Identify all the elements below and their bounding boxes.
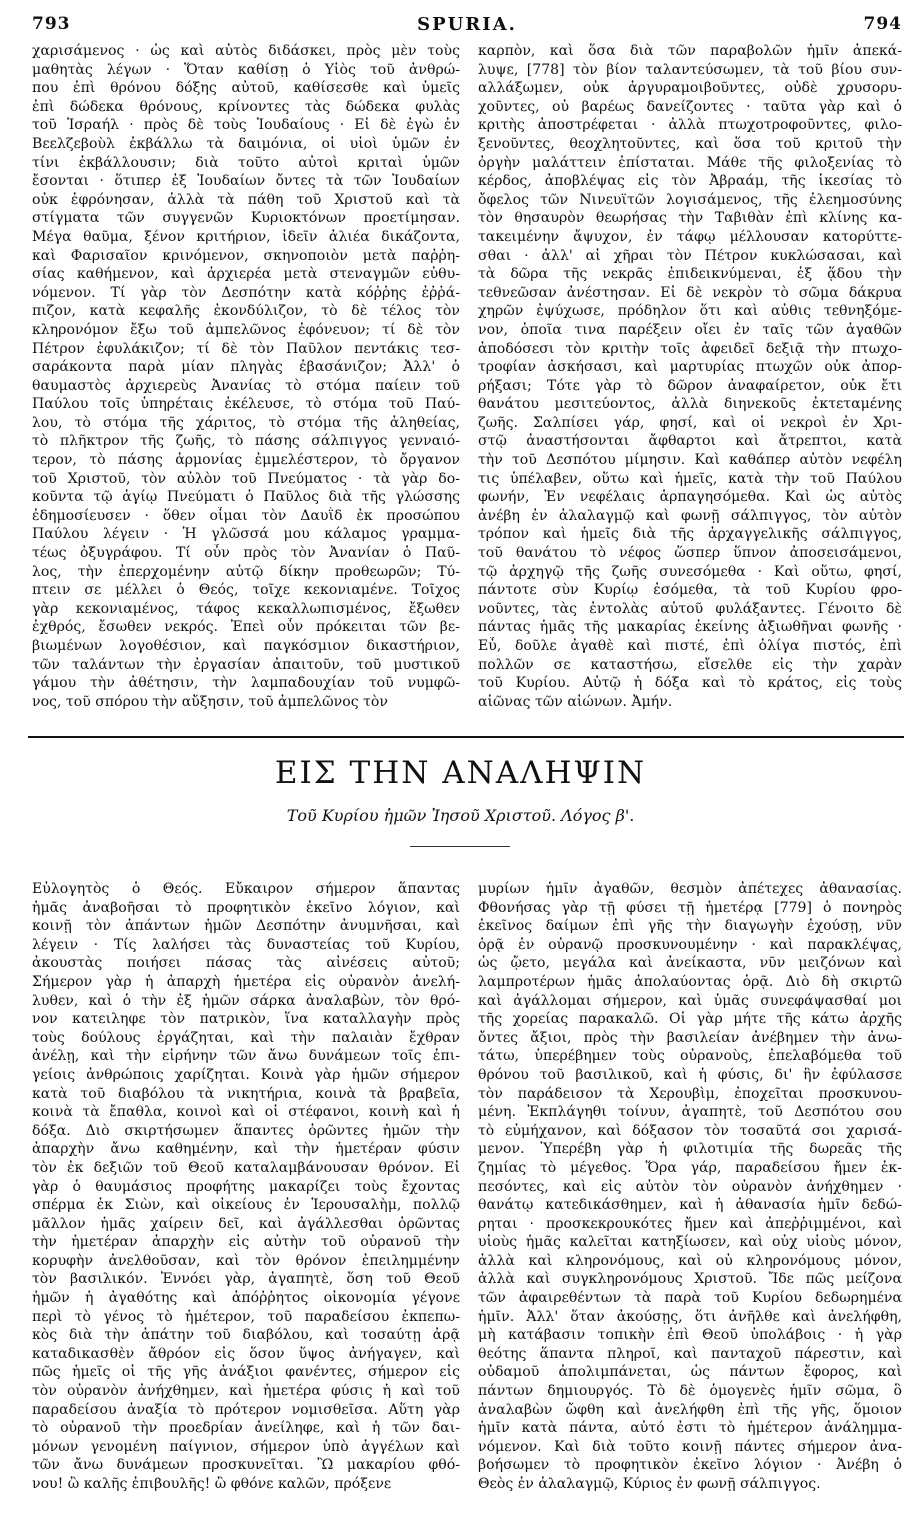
section-title: ΕΙΣ ΤΗΝ ΑΝΑΛΗΨΙΝ: [274, 755, 647, 791]
text-line: τοῦ Ἰσραήλ · πρὸς δὲ τοὺς Ἰουδαίους · Εἰ δὲ ἐγὼ ἐν: [32, 117, 460, 134]
text-line: πάντων δημιουργός. Τὸ δὲ ὁμογενὲς ἡμῖν σῶμα, ὃ: [478, 1383, 902, 1400]
text-line: ὁρᾷ ἐν οὐρανῷ προσκυνουμένην · καὶ παρακλέψας,: [478, 936, 902, 953]
text-line: σίας καθήμενον, καὶ ἀρχιερέα μετὰ στεναγμῶν εὐθυ-: [32, 266, 460, 283]
text-line: ὀργὴν μαλάττειν ἐπίσταται. Μάθε τῆς φιλοξενίας τὸ: [478, 154, 902, 171]
text-line: πάντας ἡμᾶς τῆς μακαρίας ἐκείνης ἀξιωθῆναι φωνῆς ·: [478, 619, 902, 636]
text-line: αλλάξωμεν, οὐκ ἀργυραμοιβοῦντες, οὐδὲ χρυσορυ-: [478, 80, 902, 97]
text-line: θεότης ἅπαντα πληροῖ, καὶ πανταχοῦ πάρεστιν, καὶ: [478, 1345, 902, 1362]
text-line: τῶν ἀφαιρεθέντων τὰ παρὰ τοῦ Κυρίου δεδωρημένα: [478, 1290, 902, 1307]
text-line: μενον. Ὑπερέβη γὰρ ἡ φιλοτιμία τῆς δωρεᾶς τῆς: [478, 1141, 902, 1158]
text-line: Παύλου τοῖς ὑπηρέταις ἐκέλευσε, τὸ στόμα τοῦ Παύ-: [32, 396, 460, 413]
text-line: οὐδαμοῦ ἀπολιμπάνεται, ὡς πάντων ἔφορος, καὶ: [478, 1364, 902, 1381]
text-line: τέως ὀξυγράφου. Τί οὖν πρὸς τὸν Ἀνανίαν ὁ Παῦ-: [32, 545, 460, 562]
text-line: πάντοτε σὺν Κυρίῳ ἐσόμεθα, τὰ τοῦ Κυρίου φρο-: [478, 582, 902, 599]
text-line: Μέγα θαῦμα, ξένον κριτήριον, ἰδεῖν ἀλιέα δικάζοντα,: [32, 228, 460, 245]
text-line: ἀκουστὰς ποιήσει πάσας τὰς αἰνέσεις αὐτοῦ;: [32, 955, 460, 972]
text-line: ρήξασι; Τότε γὰρ τὸ δῶρον ἀναφαίρετον, οὐκ ἔτι: [478, 377, 902, 394]
text-line: νου! ὢ καλῆς ἐπιβουλῆς! ὢ φθόνε καλῶν, πρόξενε: [32, 1476, 392, 1492]
text-line: τὸ εὐμήχανον, καὶ δόξασον τὸν τοσαῦτά σοι χαρισά-: [478, 1122, 902, 1139]
text-line: γὰρ ὁ θαυμάσιος προφήτης μακαρίζει τοὺς ἔχοντας: [32, 1178, 460, 1195]
page-number-left: 793: [32, 14, 71, 34]
text-line: νόμενον. Καὶ διὰ τοῦτο κοινῇ πάντες σήμερον ἀνα-: [478, 1438, 902, 1455]
text-line: ἐκεῖνος δαίμων ἐπὶ γῆς τὴν διαγωγὴν ἐχούσῃ, νῦν: [478, 918, 902, 935]
text-line: ἀνέβη ἐν ἀλαλαγμῷ καὶ φωνῇ σάλπιγγος, τὸν αὐτὸν: [478, 507, 902, 524]
text-line: τὴν τοῦ Δεσπότου μίμησιν. Καὶ καθάπερ αὐτὸν νεφέλη: [478, 452, 902, 469]
text-line: Πέτρον ἐφυλάκιζον; τί δὲ τὸν Παῦλον πεντάκις τεσ-: [32, 340, 460, 357]
section-divider: [28, 736, 904, 738]
text-line: μυρίων ἡμῖν ἀγαθῶν, θεσμὸν ἀπέτεχες ἀθανασίας.: [478, 881, 902, 897]
text-line: καὶ Φαρισαῖον κρινόμενον, σκηνοποιὸν μετὰ παῤῥη-: [32, 247, 460, 264]
text-line: ἀλλὰ καὶ κληρονόμους, καὶ οὐ κληρονόμους μόνον,: [478, 1252, 902, 1269]
text-line: καταδικασθὲν ἄθρόον εἰς ὅσον ὕψος ἀνήγαγεν, καὶ: [32, 1345, 460, 1362]
text-line: νος, τοῦ σπόρου τὴν αὔξησιν, τοῦ ἀμπελῶνος τὸν: [32, 693, 388, 710]
text-line: τροφίαν ἀσκήσασι, καὶ μαρτυρίας πτωχῶν οὐκ ἀπορ-: [478, 359, 902, 376]
text-line: μὴ κατάβασιν τοπικὴν ἐπὶ Θεοῦ ὑπολάβοις · ἡ γὰρ: [478, 1327, 902, 1344]
text-line: ζημίας τὸ μέγεθος. Ὅρα γάρ, παραδείσου ἤμεν ἐκ-: [478, 1159, 902, 1176]
text-line: Εὖ, δοῦλε ἀγαθὲ καὶ πιστέ, ἐπὶ ὀλίγα πιστός, ἐπὶ: [478, 638, 902, 654]
text-line: σαράκοντα παρὰ μίαν πληγὰς ἐβασάνιζον; Ἀλλ' ὁ: [32, 359, 460, 376]
text-line: Σήμερον γὰρ ἡ ἀπαρχὴ ἡμετέρα εἰς οὐρανὸν ἀνελή-: [32, 973, 460, 990]
text-line: γείοις ἀνθρώποις χαρίζηται. Κοινὰ γὰρ ἡμῶν σήμερον: [32, 1066, 460, 1083]
text-line: τεθνεῶσαν ἀνέστησαν. Εἰ δὲ νεκρὸν τὸ σῶμα δάκρυα: [478, 284, 902, 301]
text-line: κοινὰ τὰ ἔπαθλα, κοινοὶ καὶ οἱ στέφανοι, κοινὴ καὶ ἡ: [32, 1104, 460, 1121]
text-line: τὸν θησαυρὸν θεωρήσας τὴν Ταβιθὰν ἐπὶ κλίνης κα-: [478, 210, 902, 227]
text-line: τῶν ταλάντων τὴν ἐργασίαν ἀπαιτοῦν, τοῦ μυστικοῦ: [32, 656, 460, 673]
text-line: τάτω, ὑπερέβημεν τοὺς οὐρανοὺς, ἐπελαβόμεθα τοῦ: [478, 1048, 902, 1065]
text-line: λος, τὴν ἐπερχομένην αὐτῷ δίκην προθεωρῶν; Τύ-: [32, 563, 460, 580]
lower-right-column: [478, 880, 902, 1494]
text-line: τίνι ἐκβάλλουσιν; διὰ τοῦτο αὐτοὶ κριταὶ ὑμῶν: [32, 154, 460, 171]
text-line: που ἐπὶ θρόνου δόξης αὐτοῦ, καθίσεσθε καὶ ὑμεῖς: [32, 80, 460, 97]
text-line: κορυφὴν ἀνελθοῦσαν, καὶ τὸν θρόνον ἐπειλημμένην: [32, 1252, 460, 1269]
running-title: SPURIA.: [417, 14, 517, 35]
text-line: τις ὑπέλαβεν, οὕτω καὶ ἡμεῖς, κατὰ τὴν τοῦ Παύλου: [478, 470, 902, 487]
text-line: θανάτῳ κατεδικάσθημεν, καὶ ἡ ἀθανασία ἡμῖν δεδώ-: [478, 1197, 902, 1214]
text-line: τὸ πλῆκτρον τῆς ζωῆς, τὸ πάσης σάλπιγγος γενναιό-: [32, 433, 460, 450]
text-line: περὶ τὸ γένος τὸ ἡμέτερον, τοῦ παραδείσου ἐκπεπω-: [32, 1308, 460, 1325]
text-line: τῷ ἀρχηγῷ τῆς ζωῆς συνεσόμεθα · Καὶ οὕτω, φησί,: [478, 563, 902, 580]
text-line: ἀναλαβὼν ὤφθη καὶ ἀνελήφθη ἐπὶ τῆς γῆς, ὅμοιον: [478, 1401, 902, 1418]
text-line: καὶ ἀγάλλομαι σήμερον, καὶ ὑμᾶς συνεφάψασθαί μοι: [478, 992, 902, 1009]
text-line: δόξα. Διὸ σκιρτήσωμεν ἅπαντες ὁρῶντες ἡμῶν τὴν: [32, 1122, 460, 1139]
upper-right-column: [478, 42, 902, 711]
text-line: γάμου τὴν ἀθέτησιν, τὴν λαμπαδουχίαν τοῦ νυμφῶ-: [32, 675, 460, 692]
text-line: νόμενον. Τί γὰρ τὸν Δεσπότην κατὰ κόῤῥης ἐῤῥά-: [32, 284, 460, 301]
text-line: βιωμένων λογοθέσιον, καὶ παγκόσμιον δικαστήριον,: [32, 638, 460, 654]
page-header: [32, 10, 902, 42]
text-line: μόνων γενομένη παίγνιον, σήμερον ὑπὸ ἀγγέλων καὶ: [32, 1438, 460, 1455]
text-line: τὸν ἐκ δεξιῶν τοῦ Θεοῦ καταλαμβάνουσαν θρόνον. Εἰ: [32, 1159, 460, 1176]
text-line: καρπὸν, καὶ ὅσα διὰ τῶν παραβολῶν ἡμῖν ἀπεκά-: [478, 43, 902, 59]
text-line: Φθονήσας γὰρ τῇ φύσει τῇ ἡμετέρᾳ [779] ὁ πονηρὸς: [478, 899, 902, 916]
text-line: φωνήν, Ἐν νεφέλαις ἁρπαγησόμεθα. Καὶ ὡς αὐτὸς: [478, 489, 902, 506]
text-line: ἀποδόσεσι τὸν κριτὴν τοῖς ἀφειδεῖ δεξιᾷ τὴν πτωχο-: [478, 340, 902, 357]
subtitle-rule: [410, 846, 510, 847]
text-line: ρηται · προσκεκρουκότες ἤμεν καὶ ἀπεῤῥιμμένοι, καὶ: [478, 1215, 902, 1232]
text-line: νοῦντες, τὰς ἐντολὰς αὐτοῦ φυλάξαντες. Γένοιτο δὲ: [478, 600, 902, 617]
text-line: βοήσωμεν τὸ προφητικὸν ἐκεῖνο λόγιον · Ἀνέβη ὁ: [478, 1457, 902, 1474]
text-line: τοὺς δούλους ἐργάζηται, καὶ τὴν παλαιὰν ἔχθραν: [32, 1029, 460, 1046]
text-line: θρόνου τοῦ βασιλικοῦ, καὶ ἡ φύσις, δι' ἣν ἐφύλασσε: [478, 1066, 902, 1083]
text-line: Βεελζεβοὺλ ἐκβάλλω τὰ δαιμόνια, οἱ υἱοὶ ὑμῶν ἐν: [32, 135, 460, 152]
text-line: λυθεν, καὶ ὁ τὴν ἐξ ἡμῶν σάρκα ἀναλαβὼν, τὸν θρό-: [32, 992, 460, 1009]
text-line: ὄφελος τῶν Νινευϊτῶν λογισάμενος, τῆς ἐλεημοσύνης: [478, 191, 902, 208]
text-line: κὸς διὰ τὴν ἀπάτην τοῦ διαβόλου, καὶ τοσαύτῃ ἀρᾷ: [32, 1327, 460, 1344]
text-line: αἰῶνας τῶν αἰώνων. Ἀμήν.: [478, 693, 673, 710]
text-line: ἀπαρχὴν ἄνω καθημένην, καὶ τὴν ἡμετέραν φύσιν: [32, 1141, 460, 1158]
text-line: στῷ ἀναστήσονται ἄφθαρτοι καὶ ἄτρεπτοι, κατὰ: [478, 433, 902, 450]
text-line: Θεὸς ἐν ἀλαλαγμῷ, Κύριος ἐν φωνῇ σάλπιγγος.: [478, 1476, 821, 1492]
text-line: πιζον, κατὰ κεφαλῆς ἐκονδύλιζον, τὸ δὲ τέλος τὸν: [32, 303, 460, 320]
text-line: πεσόντες, καὶ εἰς αὐτὸν τὸν οὐρανὸν ἀνήχθημεν ·: [478, 1178, 902, 1195]
text-line: κέρδος, ἀποβλέψας εἰς τὸν Ἀβραάμ, τῆς ἱκεσίας τὸ: [478, 173, 902, 190]
text-line: τῆς χορείας παρακαλῶ. Οἱ γὰρ μήτε τῆς κάτω ἀρχῆς: [478, 1011, 902, 1028]
text-line: κοινῇ τὸν ἁπάντων ἡμῶν Δεσπότην ἀνυμνῆσαι, καὶ: [32, 918, 460, 935]
text-line: θαυμαστὸς ἀρχιερεὺς Ἀνανίας τὸ στόμα παίειν τοῦ: [32, 377, 460, 394]
text-line: στίγματα τῶν συγγενῶν Κυριοκτόνων προετίμησαν.: [32, 210, 460, 227]
text-line: σθαι · ἀλλ' αἱ χῆραι τὸν Πέτρον κυκλώσασαι, καὶ: [478, 247, 902, 264]
text-line: κοῦντα τῷ ἁγίῳ Πνεύματι ὁ Παῦλος διὰ τῆς γλώσσης: [32, 489, 460, 506]
text-line: χαρισάμενος · ὡς καὶ αὐτὸς διδάσκει, πρὸς μὲν τοὺς: [32, 43, 460, 59]
text-line: κατὰ τοῦ διαβόλου τὰ νικητήρια, κοινὰ τὰ βραβεῖα,: [32, 1085, 460, 1102]
text-line: ἐδημοσίευσεν · ὅθεν οἶμαι τὸν Δαυῒδ ἐκ προσώπου: [32, 507, 460, 524]
text-line: ζωῆς. Σαλπίσει γάρ, φησί, καὶ οἱ νεκροὶ ἐν Χρι-: [478, 414, 902, 431]
text-line: τὸ οὐρανοῦ τὴν προεδρίαν ἀνείληφε, καὶ ἡ τῶν δαι-: [32, 1420, 460, 1437]
text-line: τρόπον καὶ ἡμεῖς διὰ τῆς ἀρχαγγελικῆς σάλπιγγος,: [478, 526, 902, 543]
text-line: ἔσονται · ὅτιπερ ἐξ Ἰουδαίων ὄντες τὰ τῶν Ἰουδαίων: [32, 173, 460, 190]
text-line: λαμπροτέρων ἡμᾶς ἀπολαύοντας ὁρᾷ. Διὸ δὴ σκιρτῶ: [478, 973, 902, 990]
text-line: ἀνέλῃ, καὶ τὴν εἰρήνην τῶν ἄνω δυνάμεων τοῖς ἐπι-: [32, 1048, 460, 1065]
text-line: τῶν ἄνω δυνάμεων προσκυνεῖται. Ὢ μακαρίου φθό-: [32, 1457, 460, 1474]
text-line: χηρῶν ἐψύχωσε, πρόδηλον ὅτι καὶ αὐθις τεθνηξόμε-: [478, 303, 902, 320]
text-line: τὸν οὐρανὸν ἀνήχθημεν, καὶ ἡμετέρα φύσις ἡ καὶ τοῦ: [32, 1383, 460, 1400]
text-line: λου, τὸ στόμα τῆς χάριτος, τὸ στόμα τῆς ἀληθείας,: [32, 414, 460, 431]
text-line: κριτὴς ἀποστρέφεται · ἀλλὰ πτωχοτροφοῦντες, φιλο-: [478, 117, 902, 134]
text-line: ὡς ᾤετο, μεγάλα καὶ ἀνείκαστα, νῦν μειζόνων καὶ: [478, 955, 902, 972]
text-line: θανάτου μεσιτεύοντος, ἀλλὰ διηνεκοῦς ἐκτεταμένης: [478, 396, 902, 413]
text-line: τοῦ θανάτου τὸ νέφος ὥσπερ ὕπνον ἀποσεισάμενοι,: [478, 545, 902, 562]
text-line: τὴν ἡμετέραν ἀπαρχὴν εἰς αὐτὴν τοῦ οὐρανοῦ τὴν: [32, 1234, 460, 1251]
text-line: τερον, τὸ πάσης ἁρμονίας ἐμμελέστερον, τὸ ὄργανον: [32, 452, 460, 469]
text-line: λέγειν · Τίς λαλήσει τὰς δυναστείας τοῦ Κυρίου,: [32, 936, 460, 953]
text-line: ἐπὶ δώδεκα θρόνους, κρίνοντες τὰς δώδεκα φυλὰς: [32, 98, 460, 115]
text-line: τοῦ Κυρίου. Αὐτῷ ἡ δόξα καὶ τὸ κράτος, εἰς τοὺς: [478, 675, 902, 692]
text-line: χοῦντες, οὐ βαρέως δανείζοντες · ταῦτα γὰρ καὶ ὁ: [478, 98, 902, 115]
text-line: υἱοὺς ἡμᾶς καλεῖται κατηξίωσεν, καὶ οὐχ υἱοὺς μόνον,: [478, 1234, 902, 1251]
text-line: λυψε, [778] τὸν βίον ταλαντεύσωμεν, τὰ τοῦ βίου συν-: [478, 61, 902, 78]
text-line: τακειμένην ἄψυχον, ἐν τάφῳ μέλλουσαν κατορύττε-: [478, 228, 902, 245]
text-line: Παύλου λέγειν · Ἡ γλῶσσά μου κάλαμος γραμμα-: [32, 526, 460, 543]
text-line: πτειν σε μέλλει ὁ Θεός, τοῖχε κεκονιαμένε. Τοῖχος: [32, 582, 460, 599]
text-line: κληρονόμον ἔξω τοῦ ἀμπελῶνος ἐφόνευον; τί δὲ τὸν: [32, 321, 460, 338]
text-line: τὸν παράδεισον τὰ Χερουβὶμ, ἐποχεῖται προσκυνου-: [478, 1085, 902, 1102]
text-line: ξενοῦντες, θεοχλητοῦντες, καὶ ὅσα τοῦ κριτοῦ τὴν: [478, 135, 902, 152]
text-line: ἡμῖν κατὰ πάντα, αὐτό ἐστι τὸ ἡμέτερον ἀνάλημμα-: [478, 1420, 902, 1437]
text-line: τοῦ Χριστοῦ, τὸν αὐλὸν τοῦ Πνεύματος · τὰ γὰρ δο-: [32, 470, 460, 487]
upper-left-column: [32, 42, 460, 711]
text-line: μαθητὰς λέγων · Ὅταν καθίσῃ ὁ Υἱὸς τοῦ ἀνθρώ-: [32, 61, 460, 78]
text-line: νον κατειληφε τὸν πατρικὸν, ἵνα καταλλαγὴν πρὸς: [32, 1011, 460, 1028]
text-line: σπέρμα ἐκ Σιὼν, καὶ οἰκείους ἐν Ἱερουσαλὴμ, πολλῷ: [32, 1197, 460, 1214]
text-line: ἀλλὰ καὶ συγκληρονόμους Χριστοῦ. Ἴδε πῶς μείζονα: [478, 1271, 902, 1288]
text-line: μᾶλλον ἡμᾶς χαίρειν δεῖ, καὶ ἀγάλλεσθαι ὁρῶντας: [32, 1215, 460, 1232]
text-line: τὰ δῶρα τῆς νεκρᾶς ἐπιδεικνύμεναι, ἐξ ᾅδου τὴν: [478, 266, 902, 283]
text-line: πολλῶν σε καταστήσω, εἴσελθε εἰς τὴν χαρὰν: [478, 656, 902, 673]
text-line: Εὐλογητὸς ὁ Θεός. Εὔκαιρον σήμερον ἅπαντας: [32, 881, 460, 897]
text-line: μένη. Ἐκπλάγηθι τοίνυν, ἀγαπητὲ, τοῦ Δεσπότου σου: [478, 1104, 902, 1121]
text-line: νον, ὁποῖα τινα παρέξειν οἴει ἐν ταῖς τῶν ἀγαθῶν: [478, 321, 902, 338]
text-line: πῶς ἡμεῖς οἱ τῆς γῆς ἀνάξιοι φανέντες, σήμερον εἰς: [32, 1364, 460, 1381]
text-line: ἡμᾶς ἀναβοῆσαι τὸ προφητικὸν ἐκεῖνο λόγιον, καὶ: [32, 899, 460, 916]
text-line: ὄντες ἄξιοι, πρὸς τὴν βασιλείαν ἀνέβημεν τὴν ἀνω-: [478, 1029, 902, 1046]
text-line: παραδείσου ἀναξία τὸ πρότερον νομισθεῖσα. Αὕτη γὰρ: [32, 1401, 460, 1418]
text-line: ἡμῖν. Ἀλλ' ὅταν ἀκούσῃς, ὅτι ἀνῆλθε καὶ ἀνελήφθη,: [478, 1308, 902, 1325]
page-number-right: 794: [863, 14, 902, 34]
text-line: ἡμῶν ἡ ἀγαθότης καὶ ἀπόῤῥητος οἰκονομία γέγονε: [32, 1290, 460, 1307]
section-subtitle: Τοῦ Κυρίου ἡμῶν Ἰησοῦ Χριστοῦ. Λόγος β'.: [286, 806, 635, 825]
text-line: γὰρ κεκονιαμένος, τάφος κεκαλλωπισμένος, ἔξωθεν: [32, 600, 460, 617]
text-line: ἐχθρός, ἔσωθεν νεκρός. Ἐπεὶ οὖν πρόκειται τῶν βε-: [32, 619, 460, 636]
lower-left-column: [32, 880, 460, 1494]
text-line: τὸν βασιλικόν. Ἐννόει γὰρ, ἀγαπητὲ, ὅση τοῦ Θεοῦ: [32, 1271, 460, 1288]
text-line: οὐκ ἐφρόνησαν, ἀλλὰ τὰ πάθη τοῦ Χριστοῦ καὶ τὰ: [32, 191, 460, 208]
